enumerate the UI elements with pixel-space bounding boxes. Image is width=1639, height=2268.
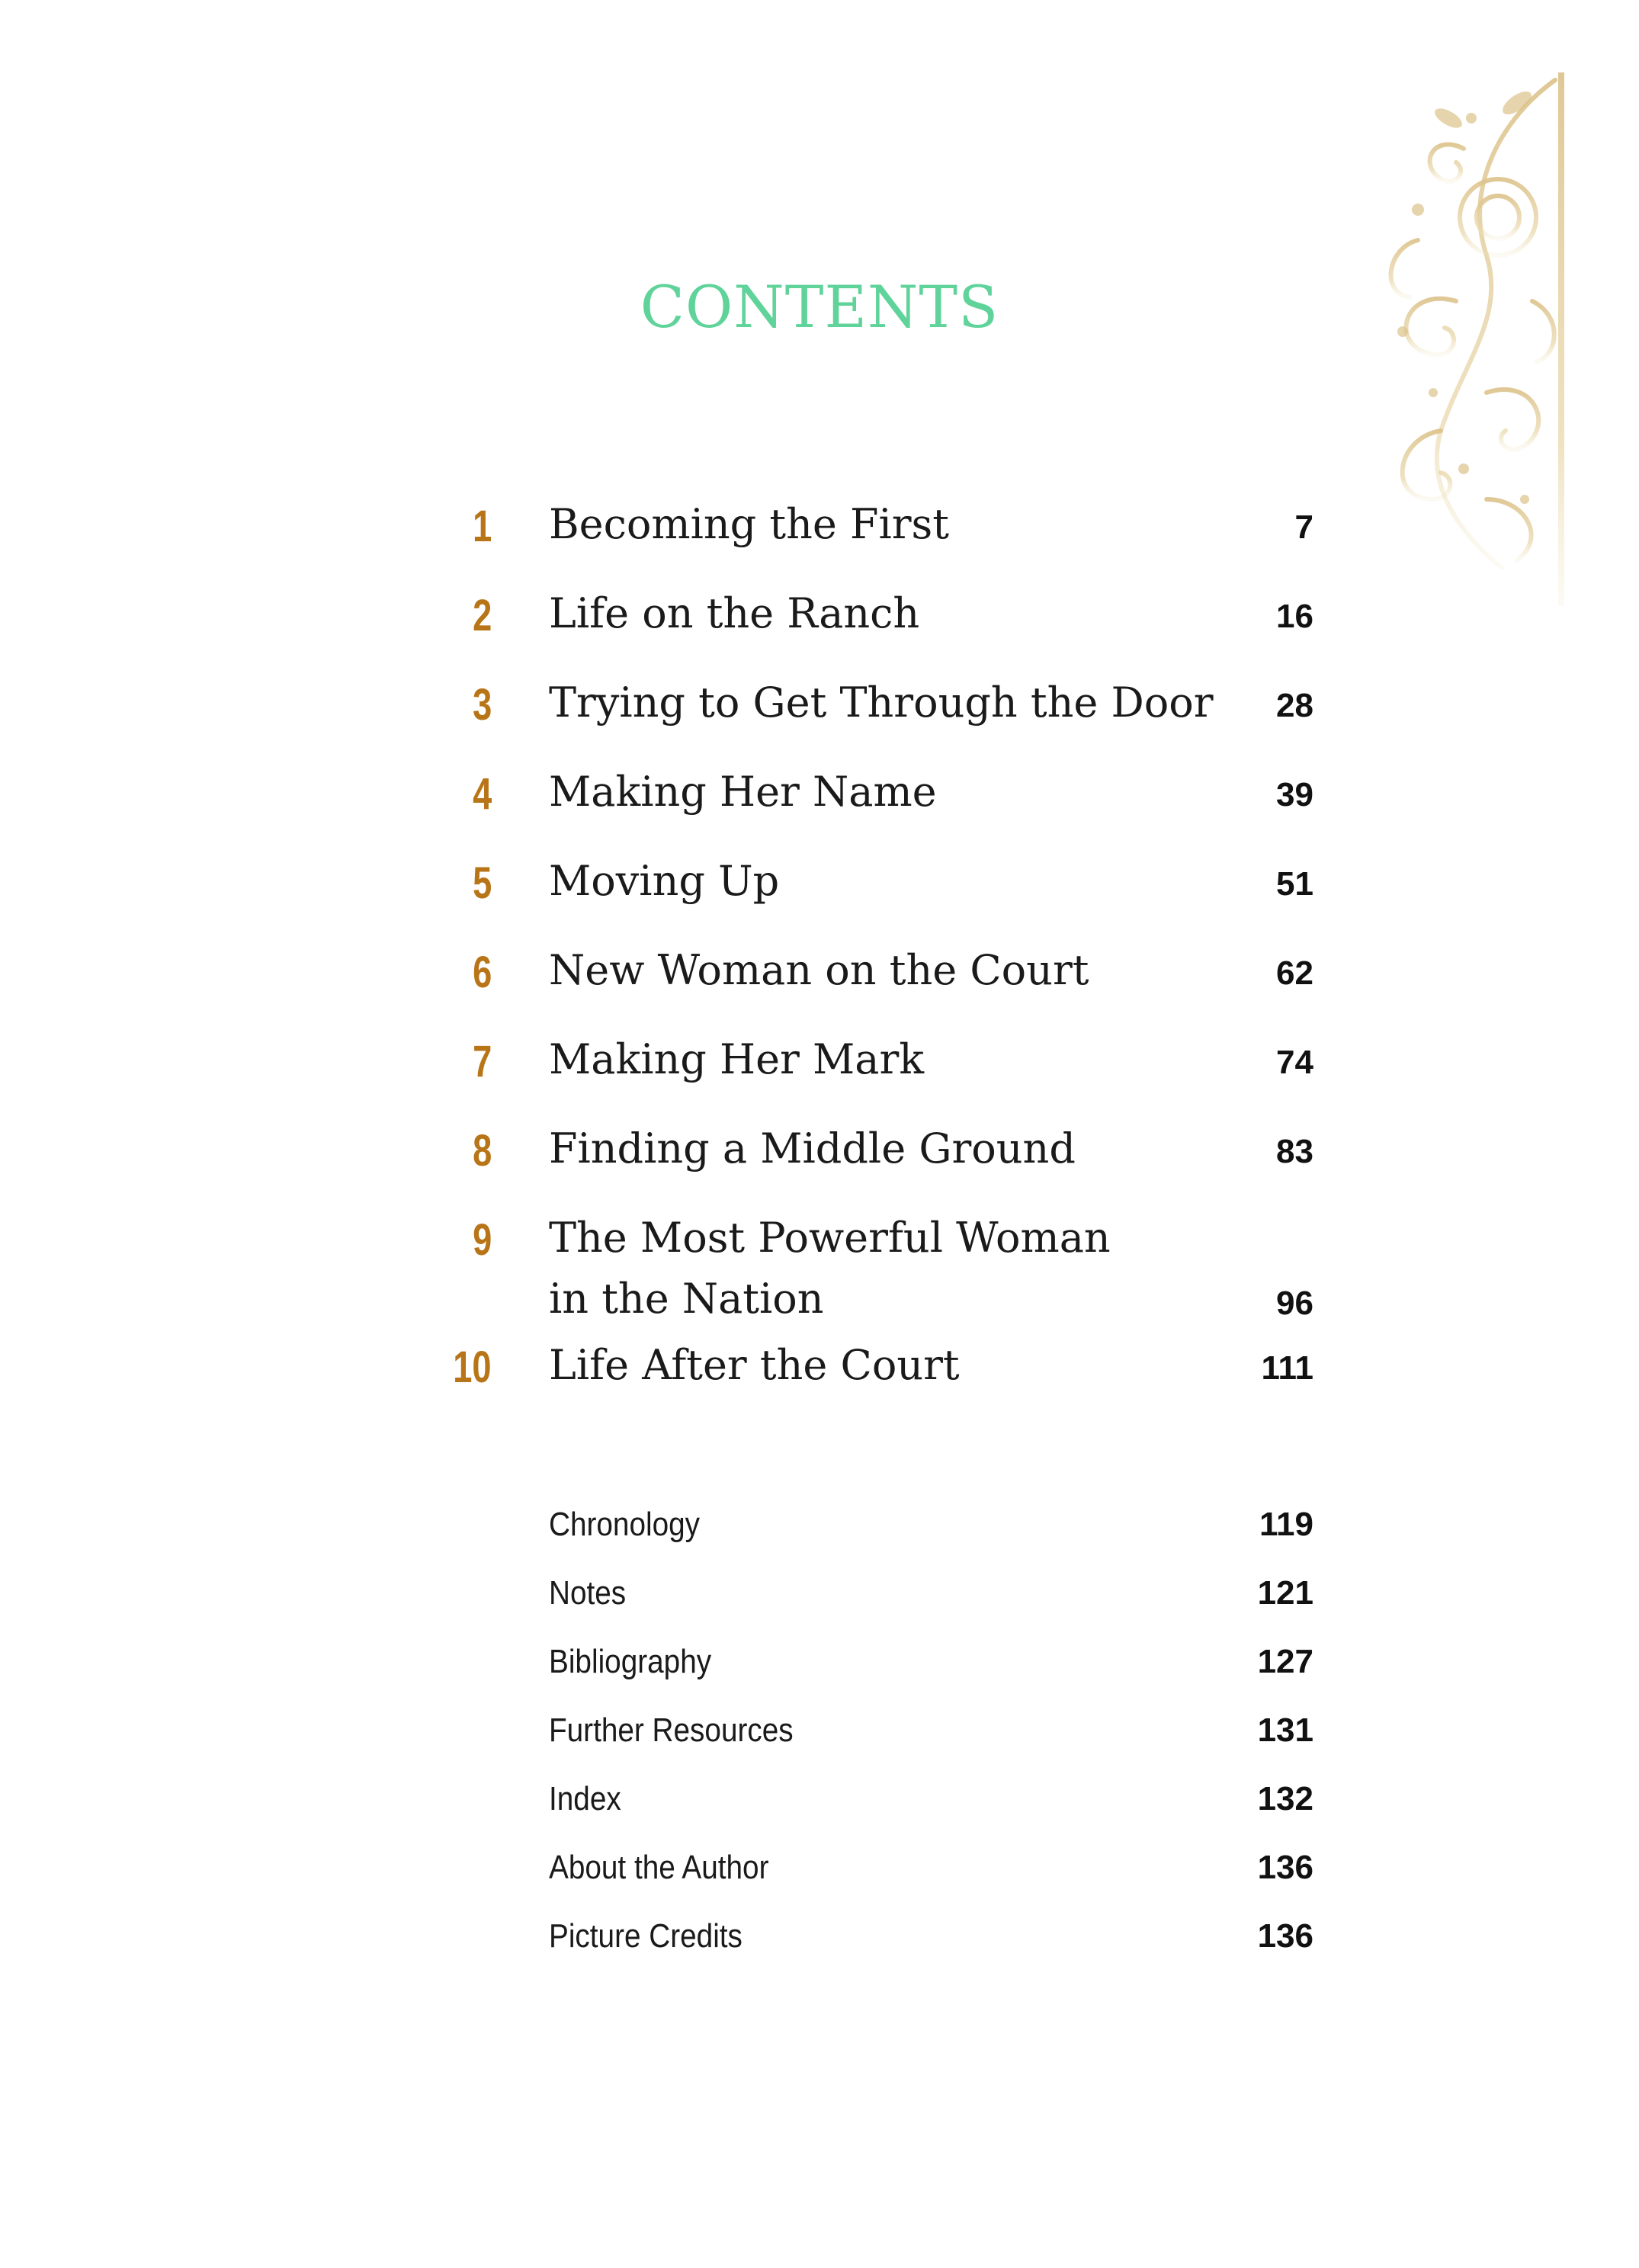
- back-matter-title: Index: [549, 1780, 621, 1817]
- chapter-number: 4: [472, 769, 492, 819]
- chapter-page-number: 39: [1276, 776, 1313, 813]
- chapter-title: Trying to Get Through the Door: [549, 678, 1214, 727]
- toc-back-matter-entry[interactable]: [0, 1508, 1639, 1554]
- toc-back-matter-entry[interactable]: [0, 1851, 1639, 1897]
- back-matter-title: Chronology: [549, 1506, 701, 1543]
- toc-chapter-entry[interactable]: [0, 1035, 1639, 1131]
- back-matter-title: Notes: [549, 1574, 627, 1612]
- chapter-page-number: 16: [1276, 598, 1313, 635]
- chapter-page-number: 62: [1276, 954, 1313, 992]
- chapter-number: 6: [472, 948, 492, 997]
- page-title: CONTENTS: [640, 273, 999, 341]
- back-matter-page-number: 136: [1257, 1917, 1313, 1955]
- chapter-page-number: 7: [1294, 508, 1313, 546]
- toc-chapter-entry[interactable]: [0, 678, 1639, 775]
- chapter-page-number: 74: [1276, 1044, 1313, 1081]
- back-matter-title: Bibliography: [549, 1643, 712, 1680]
- chapter-number: 2: [472, 591, 492, 640]
- toc-back-matter-entry[interactable]: [0, 1574, 1639, 1622]
- toc-chapter-entry[interactable]: [0, 1124, 1639, 1221]
- chapter-title: Becoming the First: [549, 500, 949, 548]
- toc-back-matter-entry[interactable]: [0, 1917, 1639, 1965]
- chapter-page-number: 111: [1261, 1349, 1313, 1387]
- toc-chapter-entry[interactable]: [0, 857, 1639, 953]
- back-matter-page-number: 119: [1259, 1506, 1313, 1543]
- back-matter-page-number: 132: [1257, 1780, 1313, 1817]
- toc-chapter-entry[interactable]: [0, 589, 1639, 685]
- toc-back-matter-entry[interactable]: [0, 1711, 1639, 1760]
- chapter-number: 8: [472, 1126, 492, 1176]
- chapter-number: 7: [472, 1037, 492, 1086]
- chapter-number: 3: [472, 680, 492, 730]
- back-matter-title: Picture Credits: [549, 1917, 743, 1955]
- chapter-page-number: 83: [1276, 1133, 1313, 1170]
- back-matter-page-number: 127: [1257, 1643, 1313, 1680]
- toc-chapter-entry[interactable]: [0, 1214, 1639, 1348]
- chapter-number: 1: [472, 502, 492, 551]
- toc-back-matter-entry[interactable]: [0, 1645, 1639, 1691]
- toc-chapter-entry[interactable]: [0, 768, 1639, 864]
- chapter-page-number: 96: [1276, 1285, 1313, 1322]
- chapter-title: Making Her Mark: [549, 1035, 925, 1083]
- back-matter-page-number: 121: [1257, 1574, 1313, 1612]
- chapter-title: Life After the Court: [549, 1341, 960, 1389]
- chapter-title: Life on the Ranch: [549, 589, 920, 637]
- chapter-number: 10: [453, 1343, 492, 1392]
- chapter-title: Finding a Middle Ground: [549, 1124, 1076, 1172]
- back-matter-page-number: 131: [1257, 1711, 1313, 1749]
- chapter-number: 9: [472, 1215, 492, 1265]
- chapter-title: The Most Powerful Woman in the Nation: [549, 1214, 1111, 1323]
- chapter-title: Making Her Name: [549, 768, 937, 816]
- chapter-title: Moving Up: [549, 857, 780, 905]
- back-matter-title: Further Resources: [549, 1711, 794, 1749]
- chapter-page-number: 51: [1276, 865, 1313, 903]
- back-matter-title: About the Author: [549, 1849, 769, 1886]
- toc-chapter-entry[interactable]: [0, 1341, 1639, 1437]
- toc-chapter-entry[interactable]: [0, 946, 1639, 1042]
- toc-chapter-entry[interactable]: [0, 500, 1639, 596]
- back-matter-page-number: 136: [1257, 1849, 1313, 1886]
- chapter-title: New Woman on the Court: [549, 946, 1089, 994]
- chapter-page-number: 28: [1276, 687, 1313, 724]
- chapter-number: 5: [472, 858, 492, 908]
- toc-back-matter-entry[interactable]: [0, 1782, 1639, 1828]
